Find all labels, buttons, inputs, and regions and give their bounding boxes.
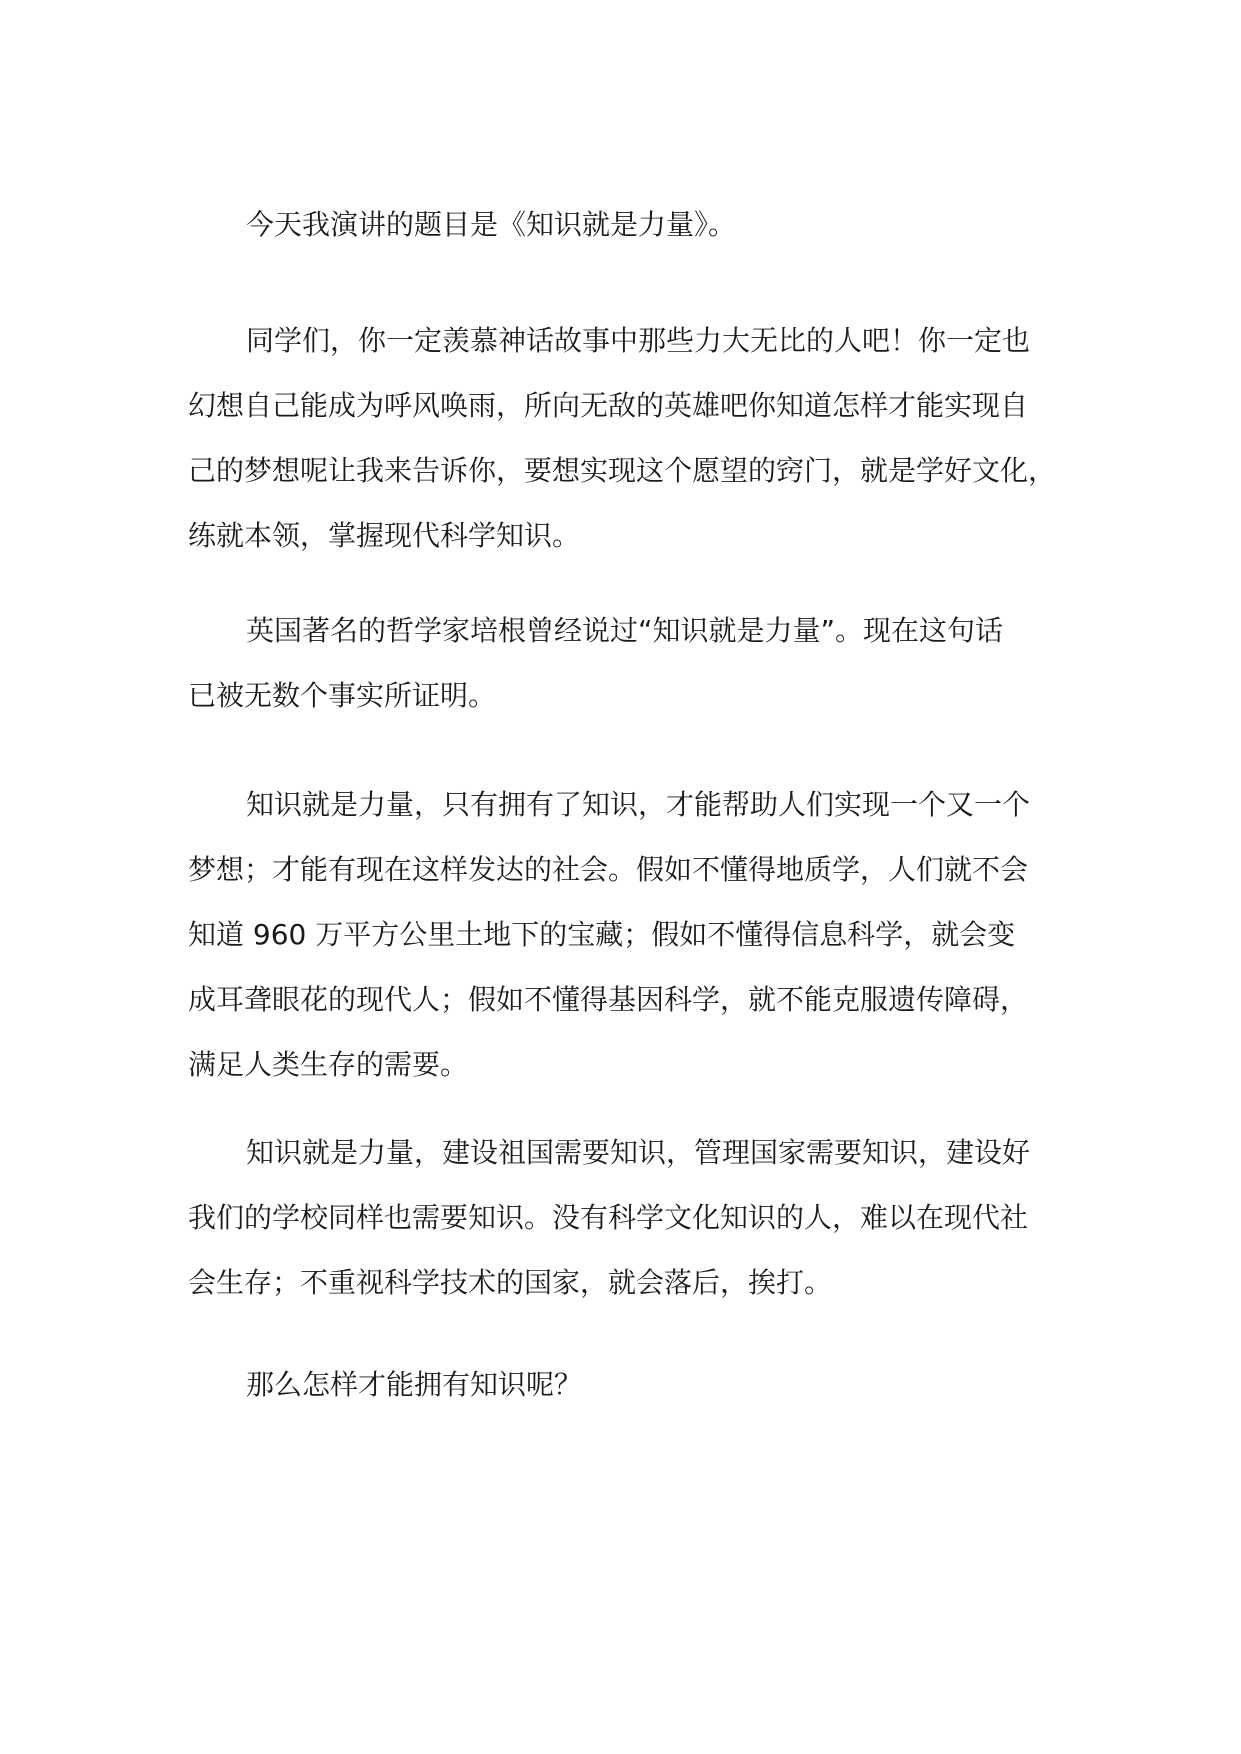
text-line: 会生存；不重视科学技术的国家，就会落后，挨打。 (188, 1266, 833, 1299)
text-line: 满足人类生存的需要。 (188, 1048, 469, 1081)
text-line: 我们的学校同样也需要知识。没有科学文化知识的人，难以在现代社 (188, 1201, 1029, 1234)
text-line: 那么怎样才能拥有知识呢？ (246, 1368, 583, 1401)
paragraph-dream (188, 308, 1068, 568)
text-line: 己的梦想呢让我来告诉你，要想实现这个愿望的窍门，就是学好文化， (188, 454, 1057, 487)
text-line: 英国著名的哲学家培根曾经说过“知识就是力量”。现在这句话 (246, 614, 1004, 647)
text-line: 成耳聋眼花的现代人；假如不懂得基因科学，就不能克服遗传障碍， (188, 983, 1029, 1016)
paragraph-bacon (188, 598, 1068, 728)
text-line: 幻想自己能成为呼风唤雨，所向无敌的英雄吧你知道怎样才能实现自 (188, 389, 1029, 422)
paragraph-examples (188, 772, 1068, 1097)
paragraph-nation (188, 1120, 1068, 1315)
paragraph-question (188, 1352, 1068, 1417)
text-line: 知识就是力量，建设祖国需要知识，管理国家需要知识，建设好 (246, 1136, 1031, 1169)
paragraph-title-intro (188, 192, 1068, 257)
text-line: 梦想；才能有现在这样发达的社会。假如不懂得地质学，人们就不会 (188, 853, 1029, 886)
text-line: 练就本领，掌握现代科学知识。 (188, 519, 581, 552)
text-line: 知识就是力量，只有拥有了知识，才能帮助人们实现一个又一个 (246, 788, 1031, 821)
text-line: 同学们，你一定羡慕神话故事中那些力大无比的人吧！你一定也 (246, 324, 1031, 357)
text-line: 今天我演讲的题目是《知识就是力量》。 (246, 208, 737, 241)
text-line: 已被无数个事实所证明。 (188, 679, 497, 712)
text-line: 知道 960 万平方公里土地下的宝藏；假如不懂得信息科学，就会变 (188, 918, 1016, 951)
